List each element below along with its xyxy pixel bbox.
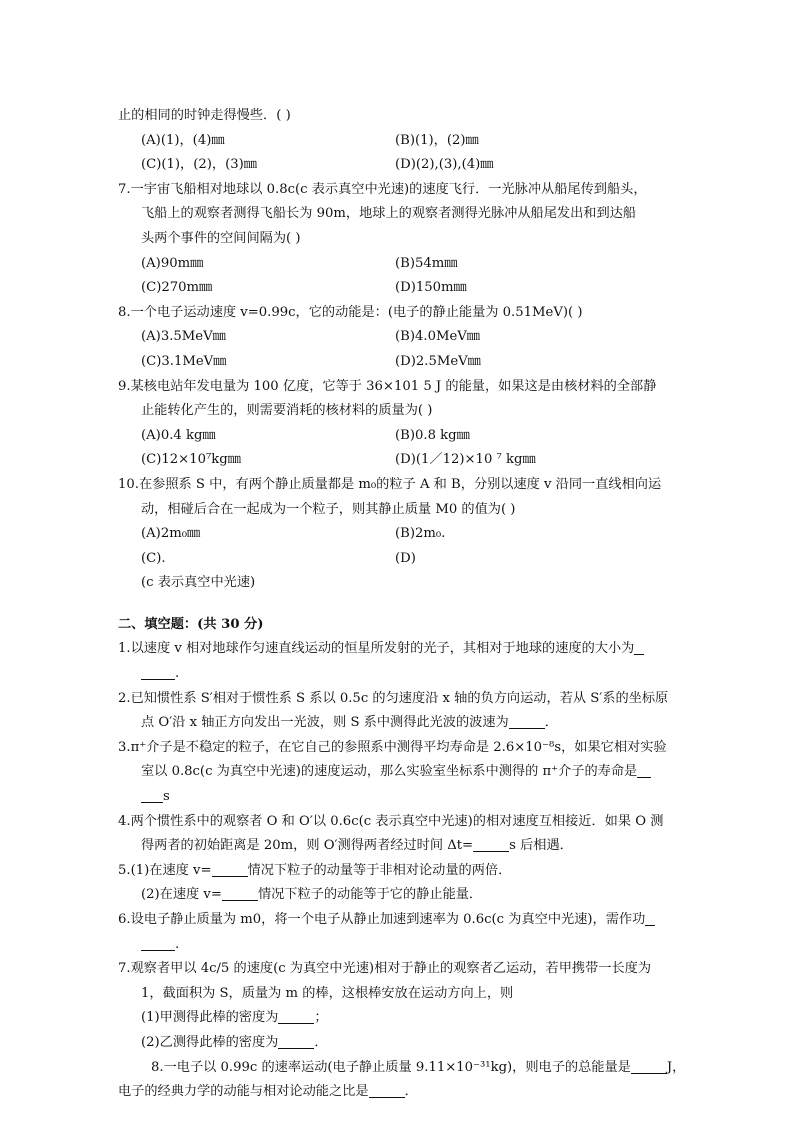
answer-blank (141, 936, 175, 951)
option-B: (D) (395, 550, 416, 566)
option-A: (C)270m㎜ (141, 280, 213, 296)
option-A: (C)(1)，(2)，(3)㎜ (141, 157, 257, 173)
line-text: 1，截面积为 S，质量为 m 的棒，这根棒安放在运动方向上，则 (141, 985, 514, 1001)
text-line (118, 227, 678, 252)
text-line (118, 637, 678, 662)
text-line (118, 399, 678, 424)
section-heading (118, 613, 678, 638)
text-line (118, 1006, 678, 1031)
line-text: s (163, 789, 170, 805)
line-text-tail: 情况下粒子的动能等于它的静止能量． (257, 887, 483, 903)
answer-blank (369, 1083, 405, 1098)
answer-blank (212, 862, 248, 877)
answer-blank (222, 886, 258, 901)
text-line (118, 933, 678, 958)
line-text: 2.已知惯性系 S′相对于惯性系 S 系以 0.5c 的匀速度沿 x 轴的负方向运动，若从 S′系的坐标原 (118, 690, 669, 706)
option-A: (C)3.1MeV㎜ (141, 353, 227, 369)
line-text-tail: J， (666, 1059, 686, 1075)
option-row (118, 448, 678, 473)
option-A: (C)12×10⁷kg㎜ (141, 452, 241, 468)
line-text: 动，相碰后合在一起成为一个粒子，则其静止质量 M0 的值为( ) (141, 501, 516, 517)
option-A: (C). (141, 550, 166, 566)
text-line (118, 711, 678, 736)
line-text: 二、填空题：(共 30 分) (118, 616, 264, 632)
answer-blank (637, 763, 651, 778)
text-line (118, 908, 678, 933)
answer-blank (509, 714, 545, 729)
line-text: 9.某核电站年发电量为 100 亿度，它等于 36×101 5 J 的能量，如果这是由核材料的全部静 (118, 378, 657, 394)
line-text: 止能转化产生的，则需要消耗的核材料的质量为( ) (141, 403, 433, 419)
option-row (118, 547, 678, 572)
text-line (118, 760, 678, 785)
text-line (118, 375, 678, 400)
line-text: 点 O′沿 x 轴正方向发出一光波，则 S 系中测得此光波的波速为 (141, 715, 509, 731)
option-B: (B)4.0MeV㎜ (395, 329, 480, 345)
text-line (118, 810, 678, 835)
option-B: (B)54m㎜ (395, 255, 458, 271)
line-text: (2)乙测得此棒的密度为 (141, 1034, 279, 1050)
text-line (118, 883, 678, 908)
option-row (118, 276, 678, 301)
text-line (118, 104, 678, 129)
option-row (118, 350, 678, 375)
text-line (118, 785, 678, 810)
option-A: (A)90m㎜ (141, 255, 204, 271)
answer-blank (278, 1009, 314, 1024)
answer-blank (631, 1059, 667, 1074)
text-line (118, 834, 678, 859)
option-A: (A)(1)，(4)㎜ (141, 132, 225, 148)
line-text-tail: ； (314, 1010, 328, 1026)
text-line (118, 1080, 678, 1105)
section-gap (118, 596, 678, 613)
option-row (118, 129, 678, 154)
line-text: (2)在速度 v= (141, 887, 222, 903)
option-A: (A)3.5MeV㎜ (141, 329, 226, 345)
answer-blank (141, 665, 175, 680)
text-line (118, 202, 678, 227)
line-text: (1)甲测得此棒的密度为 (141, 1010, 279, 1026)
text-line (118, 687, 678, 712)
answer-blank (473, 837, 509, 852)
answer-blank (141, 788, 163, 803)
option-B: (D)2.5MeV㎜ (395, 353, 481, 369)
line-text: 室以 0.8c(c 为真空中光速)的速度运动，那么实验室坐标系中测得的 π⁺介子的寿命是 (141, 764, 638, 780)
option-B: (B)(1)，(2)㎜ (395, 132, 479, 148)
text-line (118, 957, 678, 982)
line-text-tail: ． (544, 715, 558, 731)
line-text: 止的相同的时钟走得慢些．( ) (118, 108, 291, 123)
line-text-tail: ． (404, 1084, 418, 1100)
line-text: 1.以速度 v 相对地球作匀速直线运动的恒星所发射的光子，其相对于地球的速度的大小为 (118, 641, 635, 657)
option-A: (A)0.4 kg㎜ (141, 427, 216, 443)
text-line (118, 982, 678, 1007)
answer-blank (278, 1034, 314, 1049)
text-line (118, 301, 678, 326)
line-text-tail: s 后相遇． (509, 838, 573, 854)
answer-blank (645, 911, 655, 926)
line-text: 头两个事件的空间间隔为( ) (141, 230, 301, 246)
line-text-tail: 情况下粒子的动量等于非相对论动量的两倍． (247, 862, 512, 878)
option-B: (B)2m₀. (395, 526, 446, 542)
option-A: (A)2m₀㎜ (141, 526, 201, 542)
option-B: (B)0.8 kg㎜ (395, 427, 470, 443)
text-line (118, 178, 678, 203)
option-B: (D)150m㎜ (395, 280, 467, 296)
line-text: . (175, 666, 180, 682)
line-text: 7.观察者甲以 4c/5 的速度(c 为真空中光速)相对于静止的观察者乙运动，若甲携带一长度为 (118, 961, 652, 977)
line-text: 4.两个惯性系中的观察者 O 和 O′以 0.6c(c 表示真空中光速)的相对速度互相接近．如果 O 测 (118, 813, 664, 829)
line-text: 6.设电子静止质量为 m0，将一个电子从静止加速到速率为 0.6c(c 为真空中光速)，需作功 (118, 912, 646, 927)
line-text: 8.一电子以 0.99c 的速率运动(电子静止质量 9.11×10⁻³¹kg)，则电子的总能量是 (151, 1059, 631, 1075)
text-line (118, 859, 678, 884)
line-text: 3.π⁺介子是不稳定的粒子，在它自己的参照系中测得平均寿命是 2.6×10⁻⁸s，如果它相对实验 (118, 739, 667, 755)
text-line (118, 571, 678, 596)
line-text: 电子的经典力学的动能与相对论动能之比是 (118, 1084, 369, 1100)
option-B: (D)(2),(3),(4)㎜ (395, 157, 494, 173)
option-row (118, 252, 678, 277)
text-line (118, 1031, 678, 1056)
answer-blank (634, 640, 644, 655)
line-text-tail: ． (314, 1034, 328, 1050)
line-text: 8.一个电子运动速度 v=0.99c，它的动能是：(电子的静止能量为 0.51MeV)( ) (118, 304, 583, 320)
line-text: 5.(1)在速度 v= (118, 862, 212, 878)
document-page (118, 104, 686, 1105)
text-line (118, 1056, 686, 1081)
text-line (118, 662, 678, 687)
option-B: (D)(1／12)×10 ⁷ kg㎜ (395, 452, 536, 468)
text-line (118, 736, 678, 761)
option-row (118, 424, 678, 449)
option-row (118, 325, 678, 350)
line-text: 7.一宇宙飞船相对地球以 0.8c(c 表示真空中光速)的速度飞行．一光脉冲从船尾传到船头， (118, 181, 647, 197)
line-text: 飞船上的观察者测得飞船长为 90m，地球上的观察者测得光脉冲从船尾发出和到达船 (141, 206, 637, 222)
line-text: (c 表示真空中光速) (141, 575, 256, 591)
line-text: 10.在参照系 S 中，有两个静止质量都是 m₀的粒子 A 和 B，分别以速度 v 沿同一直线相向运 (118, 476, 662, 492)
text-line (118, 498, 678, 523)
line-text: . (175, 936, 180, 952)
option-row (118, 522, 678, 547)
line-text: 得两者的初始距离是 20m，则 O′测得两者经过时间 Δt= (141, 838, 474, 854)
option-row (118, 153, 678, 178)
text-line (118, 473, 678, 498)
